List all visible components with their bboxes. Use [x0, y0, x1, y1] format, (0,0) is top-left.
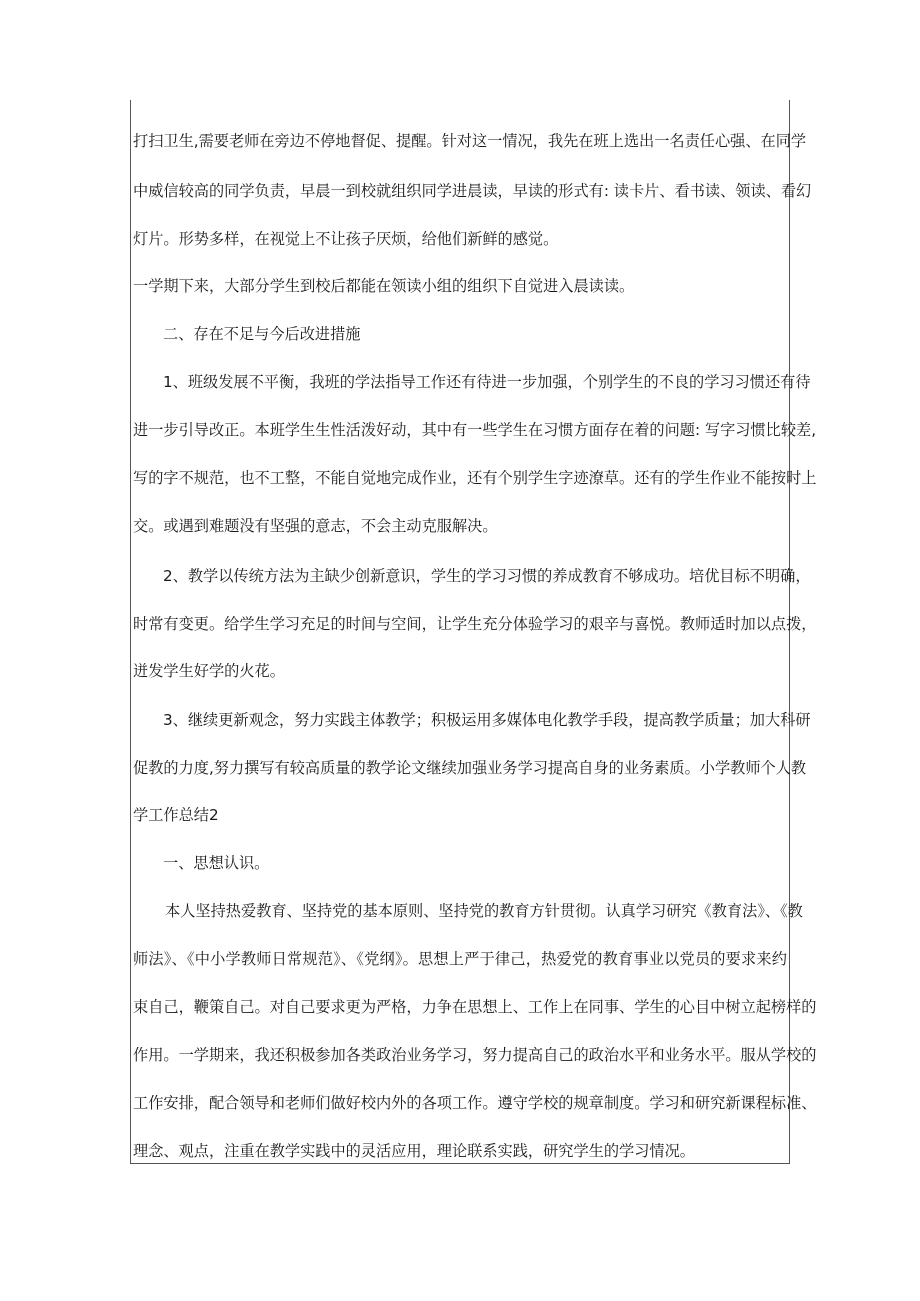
text-line: 中威信较高的同学负责，早晨一到校就组织同学进晨读，早读的形式有: 读卡片、看书读、领读、看幻 [133, 182, 812, 200]
text-line: 交。或遇到难题没有坚强的意志，不会主动克服解决。 [133, 517, 498, 535]
text-line: 打扫卫生,需要老师在旁边不停地督促、提醒。针对这一情况，我先在班上选出一名责任心强、在同学 [133, 132, 807, 150]
text-line: 1、班级发展不平衡，我班的学法指导工作还有待进一步加强，个别学生的不良的学习习惯还有待 [163, 373, 811, 391]
text-line: 学工作总结2 [133, 806, 219, 824]
text-line: 进一步引导改正。本班学生生性活泼好动，其中有一些学生在习惯方面存在着的问题: 写字习惯比较差, [133, 421, 817, 439]
text-line: 一学期下来，大部分学生到校后都能在领读小组的组织下自觉进入晨读读。 [133, 277, 635, 295]
text-line: 促教的力度,努力撰写有较高质量的教学论文继续加强业务学习提高自身的业务素质。小学教师个人教 [133, 759, 807, 777]
text-line: 时常有变更。给学生学习充足的时间与空间，让学生充分体验学习的艰辛与喜悦。教师适时加以点拨， [133, 615, 817, 633]
text-line: 2、教学以传统方法为主缺少创新意识，学生的学习习惯的养成教育不够成功。培优目标不明确， [163, 567, 811, 585]
text-line: 迸发学生好学的火花。 [133, 662, 285, 680]
text-line: 束自己，鞭策自己。对自己要求更为严格，力争在思想上、工作上在同事、学生的心目中树立起榜样的 [133, 998, 817, 1016]
text-line: 本人坚持热爱教育、坚持党的基本原则、坚持党的教育方针贯彻。认真学习研究《教育法》、《教 [165, 902, 803, 920]
text-line: 灯片。形势多样，在视觉上不让孩子厌烦，给他们新鲜的感觉。 [133, 230, 559, 248]
text-line: 作用。一学期来，我还积极参加各类政治业务学习，努力提高自己的政治水平和业务水平。服从学校的 [133, 1046, 817, 1064]
text-line: 3、继续更新观念，努力实践主体教学；积极运用多媒体电化教学手段，提高教学质量；加大科研 [163, 711, 811, 729]
section-heading: 一、思想认识。 [163, 854, 270, 872]
section-heading: 二、存在不足与今后改进措施 [163, 325, 361, 343]
text-line: 理念、观点，注重在教学实践中的灵活应用，理论联系实践，研究学生的学习情况。 [133, 1142, 695, 1160]
text-line: 师法》、《中小学教师日常规范》、《党纲》。思想上严于律己，热爱党的教育事业以党员的要求来约 [133, 950, 787, 968]
text-line: 写的字不规范，也不工整，不能自觉地完成作业，还有个别学生字迹潦草。还有的学生作业不能按时上 [133, 469, 817, 487]
text-line: 工作安排，配合领导和老师们做好校内外的各项工作。遵守学校的规章制度。学习和研究新课程标准、 [133, 1094, 817, 1112]
